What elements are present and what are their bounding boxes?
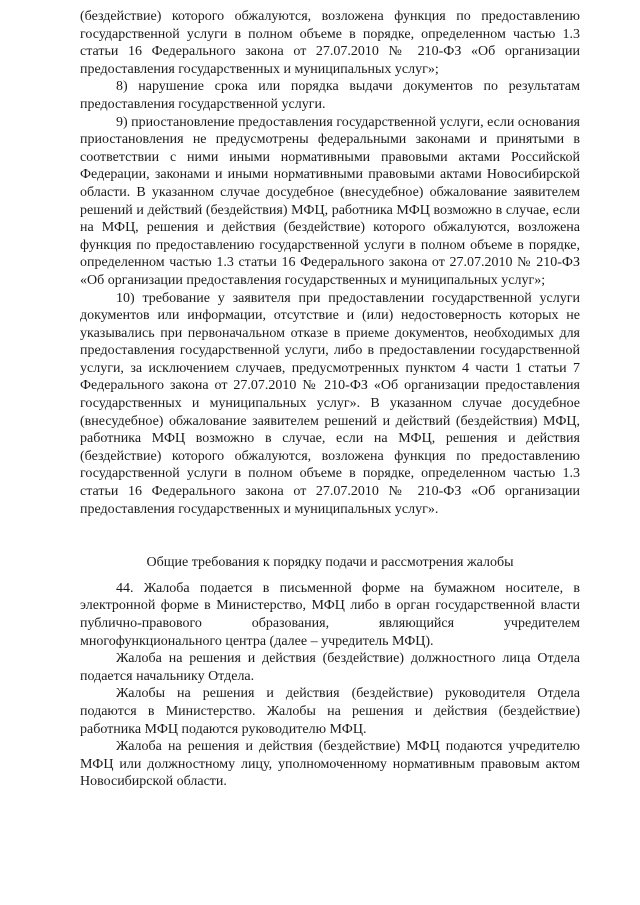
- paragraph-item-44: 44. Жалоба подается в письменной форме на бумажном носителе, в электронной форме в Министерство, МФЦ либо в орган государственной власти публично-правового образования, являющийся учредителем многофункционального центра (далее – учредитель МФЦ).: [80, 580, 580, 649]
- paragraph-continuation: (бездействие) которого обжалуются, возложена функция по предоставлению государственной услуги в полном объеме в порядке, определенном частью 1.3 статьи 16 Федерального закона от 27.07.2010 № 210-ФЗ «Об организации предоставления государственных и муниципальных услуг»;: [80, 9, 580, 77]
- section-heading: Общие требования к порядку подачи и рассмотрения жалобы: [146, 555, 514, 571]
- document-page: [80, 8, 580, 791]
- paragraph-complaint-mfc: Жалоба на решения и действия (бездействие) МФЦ подаются учредителю МФЦ или должностному лицу, уполномоченному нормативным правовым актом Новосибирской области.: [80, 739, 580, 790]
- paragraph-complaint-official: Жалоба на решения и действия (бездействие) должностного лица Отдела подается начальнику Отдела.: [80, 651, 580, 684]
- paragraph-item-10: 10) требование у заявителя при предоставлении государственной услуги документов или информации, отсутствие и (или) недостоверность которых не указывались при первоначальном отказе в приеме документов, необходимых для предоставления государственной услуги, либо в предоставлении государственной услуги, за исключением случаев, предусмотренных пунктом 4 части 1 статьи 7 Федерального закона от 27.07.2010 № 210-ФЗ «Об организации предоставления государственных и муниципальных услуг». В указанном случае досудебное (внесудебное) обжалование заявителем решений и действий (бездействия) МФЦ, работника МФЦ возможно в случае, если на МФЦ, решения и действия (бездействие) которого обжалуются, возложена функция по предоставлению государственной услуги в полном объеме в порядке, определенном частью 1.3 статьи 16 Федерального закона от 27.07.2010 № 210-ФЗ «Об организации предоставления государственных и муниципальных услуг».: [80, 290, 580, 517]
- paragraph-complaint-head: Жалобы на решения и действия (бездействие) руководителя Отдела подаются в Министерство. Жалобы на решения и действия (бездействие) работника МФЦ подаются руководителю МФЦ.: [80, 686, 580, 737]
- paragraph-item-8: 8) нарушение срока или порядка выдачи документов по результатам предоставления государственной услуги.: [80, 79, 580, 112]
- paragraph-item-9: 9) приостановление предоставления государственной услуги, если основания приостановления не предусмотрены федеральными законами и принятыми в соответствии с ними иными нормативными правовыми актами Российской Федерации, законами и иными нормативными правовыми актами Новосибирской области. В указанном случае досудебное (внесудебное) обжалование заявителем решений и действий (бездействия) МФЦ, работника МФЦ возможно в случае, если на МФЦ, решения и действия (бездействие) которого обжалуются, возложена функция по предоставлению государственной услуги в полном объеме в порядке, определенном частью 1.3 статьи 16 Федерального закона от 27.07.2010 № 210-ФЗ «Об организации предоставления государственных и муниципальных услуг»;: [80, 114, 580, 288]
